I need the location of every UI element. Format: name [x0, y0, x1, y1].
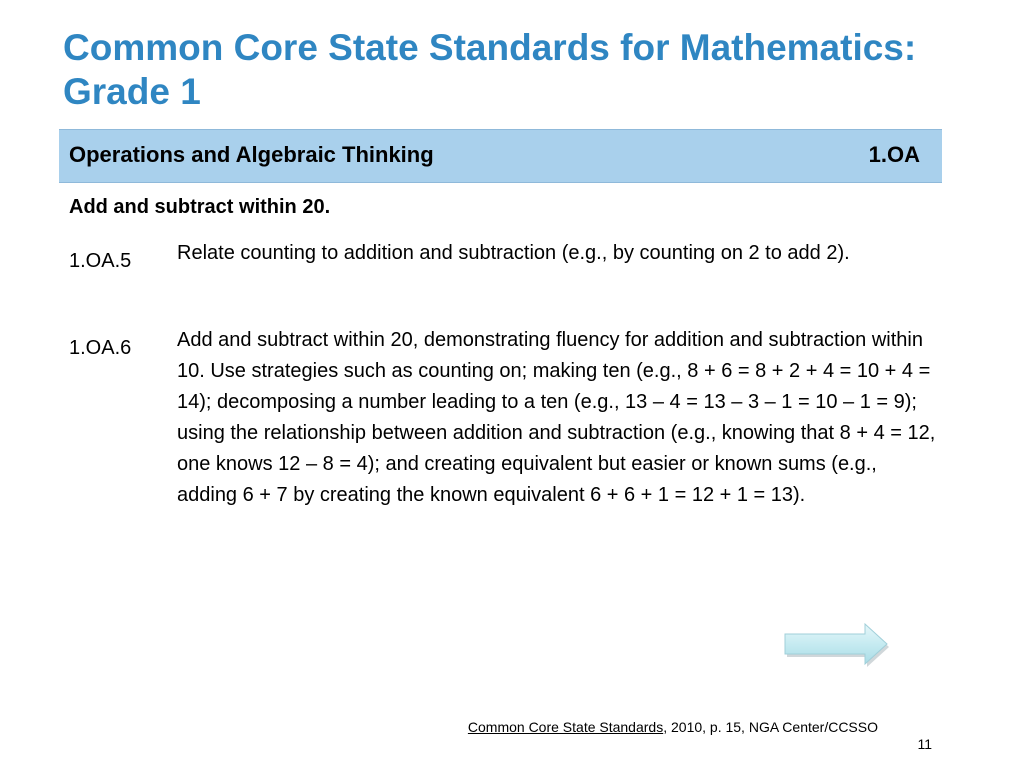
domain-name: Operations and Algebraic Thinking	[69, 142, 434, 167]
page-number: 11	[917, 736, 932, 752]
slide-title: Common Core State Standards for Mathematics: Grade 1	[63, 27, 917, 112]
standard-text-1-oa-5: Relate counting to addition and subtraction (e.g., by counting on 2 to add 2).	[177, 242, 850, 264]
citation-link[interactable]: Common Core State Standards	[467, 719, 664, 735]
domain-code: 1.OA	[868, 142, 920, 167]
citation-details: , 2010, p. 15, NGA Center/CCSSO	[663, 719, 878, 735]
cluster-heading: Add and subtract within 20.	[69, 196, 331, 218]
source-citation	[468, 718, 878, 736]
next-slide-button[interactable]	[780, 621, 892, 671]
standard-code-1-oa-5: 1.OA.5	[69, 250, 132, 272]
standard-code-1-oa-6: 1.OA.6	[69, 337, 132, 359]
standard-text-1-oa-6: Add and subtract within 20, demonstrating fluency for addition and subtraction within 10. Use strategies such as counting on; making ten (e.g., 8 + 6 = 8 + 2 + 4 = 10 + 4 = 14); decomposing a number leading to a ten (e.g., 13 – 4 = 13 – 3 – 1 = 10 – 1 = 9); using the relationship between addition and subtraction (e.g., knowing that 8 + 4 = 12, one knows 12 – 8 = 4); and creating equivalent but easier or known sums (e.g., adding 6 + 7 by creating the known equivalent 6 + 6 + 1 = 12 + 1 = 13).	[177, 329, 936, 506]
right-arrow-icon	[780, 621, 892, 671]
domain-banner	[59, 129, 942, 183]
